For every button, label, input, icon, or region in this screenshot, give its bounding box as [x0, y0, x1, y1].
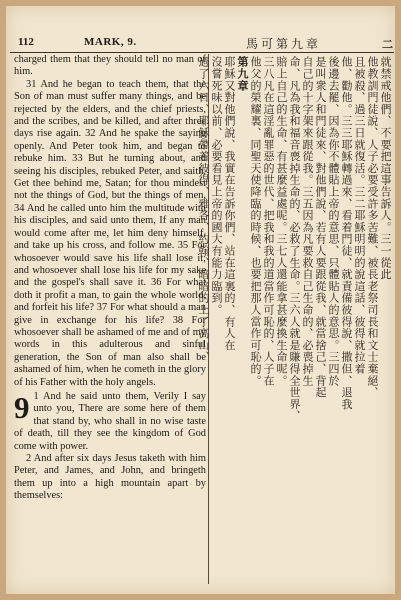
chinese-line: 沒嘗死味以前、必要看見上帝的國大有能力臨到。	[210, 56, 223, 316]
chapter-opening	[14, 391, 206, 453]
chinese-line: 且被殺、過三日就復活。三二耶穌明明的說這話、彼得就拉着	[353, 56, 366, 375]
chinese-running-title: 馬可第九章	[246, 37, 322, 51]
page-number: 112	[18, 36, 34, 48]
chinese-line: 三八凡在這淫亂罪惡的世代、把我和我的道當作可恥的、人子在	[262, 56, 275, 387]
chinese-line: 賠上自己的生命、有甚麼益處呢。三七人還能拿甚麼換生命呢。	[275, 56, 288, 387]
chinese-line: 就禁戒他們、不要把這事告訴人。三一從此	[379, 56, 392, 281]
bible-page	[6, 6, 395, 594]
chinese-line: 他、勸他。三三耶穌轉過來、看着門徒、就責備彼得說、撒但、退我	[340, 56, 353, 410]
chinese-column	[197, 56, 392, 582]
english-column	[14, 54, 206, 582]
chinese-line: 過了六日、耶穌帶着彼得、雅各、約翰、暗暗的上了高山、	[197, 56, 210, 363]
chinese-chapter-heading: 第九章	[236, 56, 249, 92]
chinese-page-number: 二	[382, 39, 393, 51]
chinese-line: 是叫衆人和門徒來、對他們說、若有人要跟從我、就當捨己、背起	[314, 56, 327, 399]
verse-text: 1 And he said unto them, Verily I say unto you, There are some here of them that stand by, who shall in no wise taste of death, till they see the kingdom of God come with power.	[14, 390, 206, 452]
verse-text: 31 And he began to teach them, that the Son of man must suffer many things, and be rejected by the elders, and the chief priests, and the scribes, and be killed, and after three days rise again. 32 And he spake the saying openly. And Peter took him, and began to rebuke him. 33 But he turning about, and seeing his disciples, rebuked Peter, and saith, Get thee behind me, Satan; for thou mindest not the things of God, but the things of men. 34 And he called unto him the multitude with his disciples, and said unto them, If any man would come after me, let him deny himself, and take up his cross, and follow me. 35 For whosoever would save his life shall lose it; and whosoever shall lose his life for my sake and the gospel's shall save it. 36 For what doth it profit a man, to gain the whole world, and forfeit his life? 37 For what should a man give in exchange for his life? 38 For whosoever shall be ashamed of me and of my words in this adulterous and sinful generation, the Son of man also shall be ashamed of him, when he cometh in the glory of his Father with the holy angels.	[14, 78, 206, 388]
verse-text: charged them that they should tell no man of him.	[14, 54, 206, 78]
chinese-line: 自己的十字架來跟從我。三五因為凡要救自己生命的、必喪掉生	[301, 56, 314, 387]
chapter-reference: MARK, 9.	[84, 36, 137, 48]
chinese-line: 他教訓門徒說、人子必要受許多苦難、被長老祭司長和文士棄絕、	[366, 56, 379, 399]
chinese-line: 命、凡為我和福音喪掉生命的、必救了生命。三六人就是賺得全世界、	[288, 56, 301, 422]
chinese-line: 他父的榮耀裏、同聖天使降臨的時候、也要把那人當作可恥的。	[249, 56, 262, 387]
page-header	[10, 34, 394, 53]
chinese-line: 耶穌又對他們說、我實在告訴你們、站在這裏的、有人在	[223, 56, 236, 351]
chinese-line: 後邊去罷、因為你不體貼上帝的意思、只體貼人的意思。三四於	[327, 56, 340, 387]
verse-text: 2 And after six days Jesus taketh with him Peter, and James, and John, and bringeth them up into a high mountain apart by themselves:	[14, 453, 206, 502]
chapter-number: 9	[14, 389, 30, 425]
